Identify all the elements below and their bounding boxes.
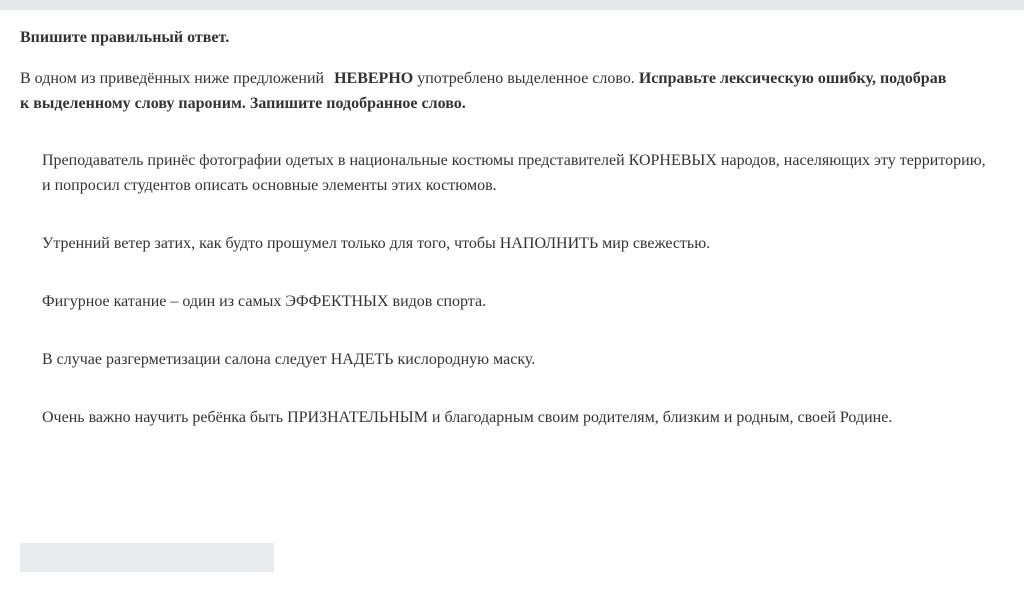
sentence-5-text: Очень важно научить ребёнка быть ПРИЗНАТЕЛЬНЫМ и благодарным своим родителям, близким и родным, своей Родине. [42, 409, 893, 426]
instruction-text-2: употреблено выделенное слово. [413, 70, 639, 87]
sentence-item-1 [42, 148, 994, 198]
sentence-3-text: Фигурное катание – один из самых ЭФФЕКТНЫХ видов спорта. [42, 293, 487, 310]
sentence-item-3 [42, 289, 994, 314]
task-instruction [20, 66, 1002, 116]
instruction-emphasis-neverno: НЕВЕРНО [334, 70, 414, 87]
sentence-4-text: В случае разгерметизации салона следует НАДЕТЬ кислородную маску. [42, 351, 536, 368]
sentence-2-text: Утренний ветер затих, как будто прошумел только для того, чтобы НАПОЛНИТЬ мир свежестью. [42, 235, 711, 252]
answer-input[interactable] [20, 543, 274, 572]
sentence-1-line-1: Преподаватель принёс фотографии одетых в национальные костюмы представителей КОРНЕВЫХ народов, населяющих эту территорию, [42, 152, 986, 169]
sentence-item-4 [42, 347, 994, 372]
sentence-list [42, 148, 994, 430]
sentence-item-2 [42, 231, 994, 256]
instruction-emphasis-fix: Исправьте лексическую ошибку, подобрав [638, 70, 947, 87]
instruction-text-1: В одном из приведённых ниже предложений [20, 70, 329, 87]
top-bar [0, 0, 1024, 10]
task-title: Впишите правильный ответ. [20, 29, 230, 46]
instruction-emphasis-paronym: к выделенному слову пароним. Запишите подобранное слово. [20, 95, 466, 112]
sentence-item-5 [42, 405, 994, 430]
task-container [20, 26, 1002, 430]
sentence-1-line-2: и попросил студентов описать основные элементы этих костюмов. [42, 177, 497, 194]
